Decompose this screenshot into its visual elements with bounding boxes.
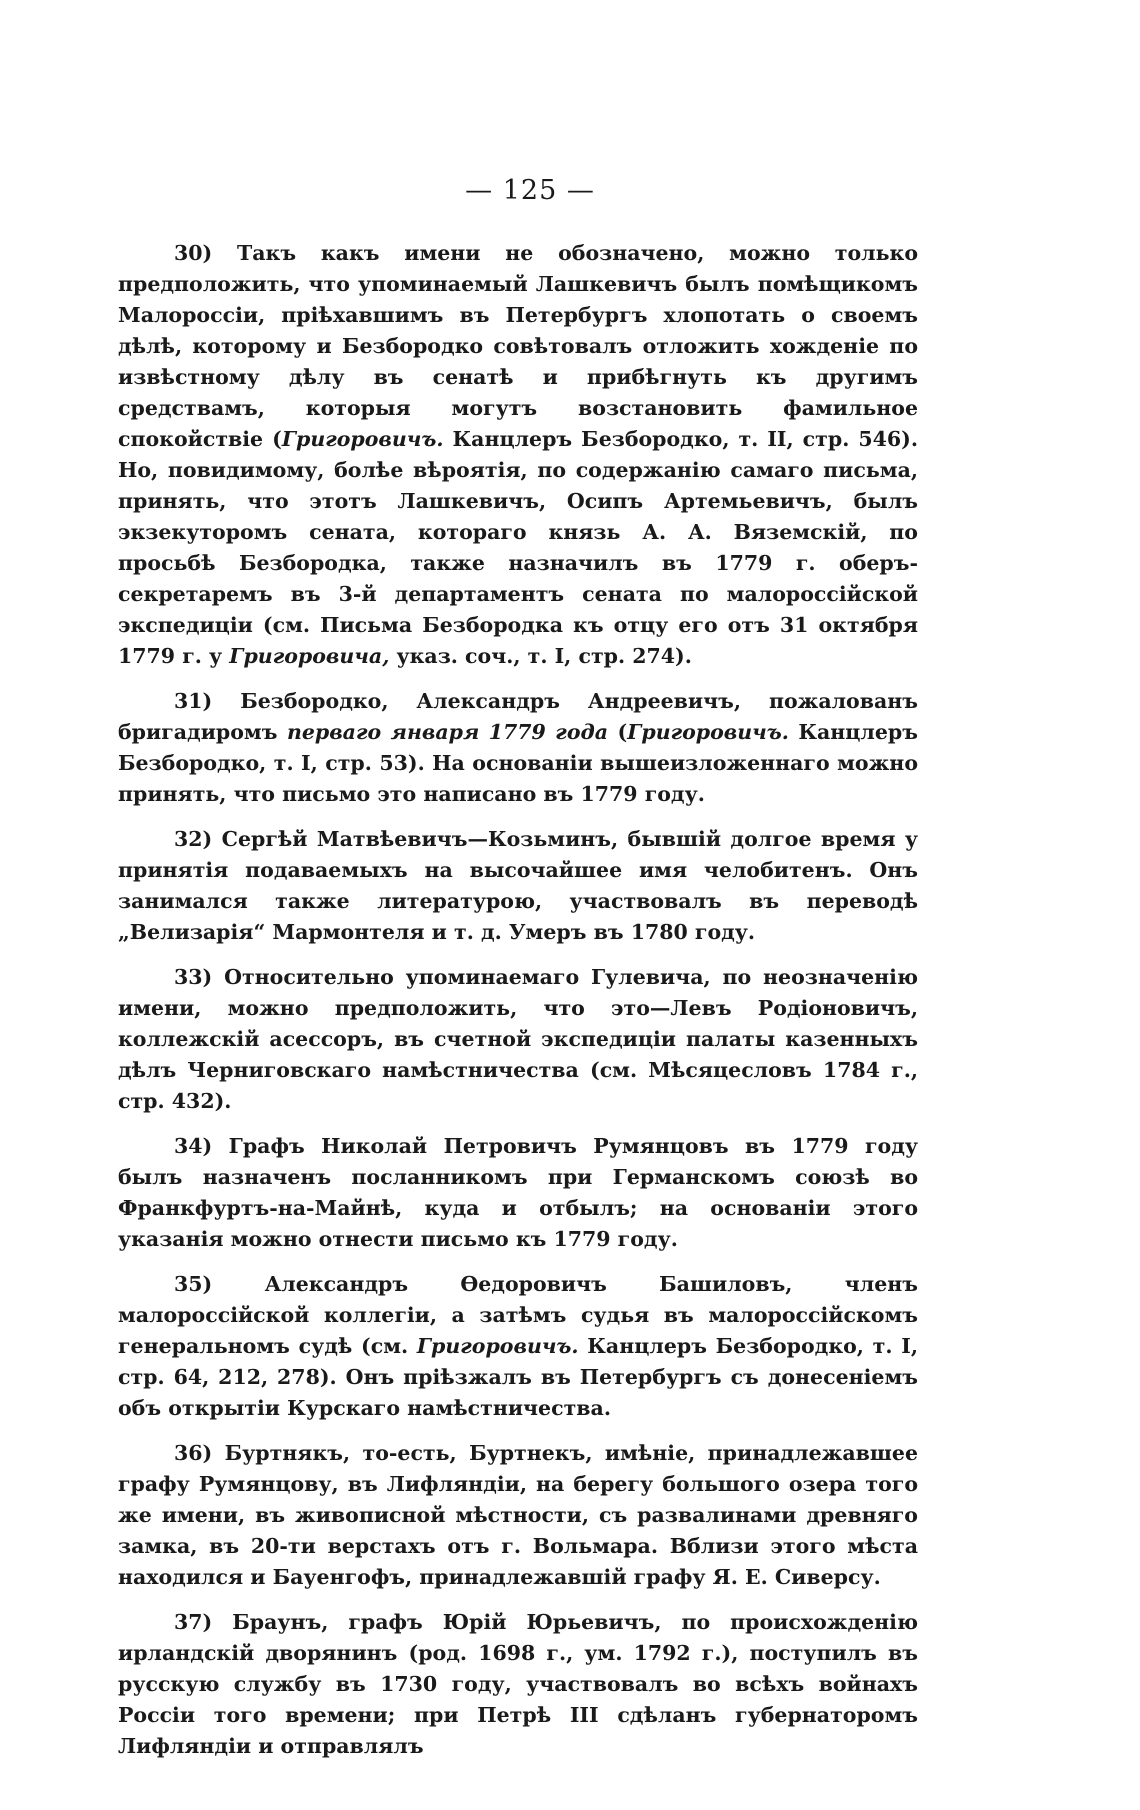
footnote-number: 36)	[174, 1441, 213, 1465]
footnote-italic-text: Григоровичъ.	[627, 720, 789, 744]
footnote-text: Канцлеръ Безбородко, т. I, стр. 64, 212, 278). Онъ пріѣзжалъ въ Петербургъ съ донесеніемъ объ открытіи Курскаго намѣстничества.	[118, 1334, 918, 1420]
footnote-italic-text: Григоровичъ.	[416, 1334, 579, 1358]
footnote-number: 33)	[174, 965, 213, 989]
footnote	[118, 686, 918, 810]
footnote-text: Относительно упоминаемаго Гулевича, по неозначенію имени, можно предположить, что это—Левъ Родіоновичъ, коллежскій асессоръ, въ счетной экспедиціи палаты казенныхъ дѣлъ Черниговскаго намѣстничества (см. Мѣсяцесловъ 1784 г., стр. 432).	[118, 965, 918, 1113]
footnote-text: Браунъ, графъ Юрій Юрьевичъ, по происхожденію ирландскій дворянинъ (род. 1698 г., ум. 1792 г.), поступилъ въ русскую службу въ 1730 году, участвовалъ во всѣхъ войнахъ Россіи того времени; при Петрѣ III сдѣланъ губернаторомъ Лифляндіи и отправлялъ	[118, 1610, 918, 1758]
footnote-text: Такъ какъ имени не обозначено, можно только предположить, что упоминаемый Лашкевичъ былъ помѣщикомъ Малороссіи, пріѣхавшимъ въ Петербургъ хлопотать о своемъ дѣлѣ, которому и Безбородко совѣтовалъ отложить хожденіе по извѣстному дѣлу въ сенатѣ и прибѣгнуть къ другимъ средствамъ, которыя могутъ возстановить фамильное спокойствіе (	[118, 241, 918, 451]
footnote-text: Канцлеръ Безбородко, т. I, стр. 53). На основаніи вышеизложеннаго можно принять, что письмо это написано въ 1779 году.	[118, 720, 918, 806]
footnote-number: 35)	[174, 1272, 213, 1296]
footnote-number: 30)	[174, 241, 213, 265]
footnote-number: 32)	[174, 827, 213, 851]
footnote-text: Александръ Ѳедоровичъ Башиловъ, членъ малороссійской коллегіи, а затѣмъ судья въ малороссійскомъ генеральномъ судѣ (см.	[118, 1272, 918, 1358]
footnote	[118, 1131, 918, 1255]
footnote-text: Графъ Николай Петровичъ Румянцовъ въ 1779 году былъ назначенъ посланникомъ при Германскомъ союзѣ во Франкфуртъ-на-Майнѣ, куда и отбылъ; на основаніи этого указанія можно отнести письмо къ 1779 году.	[118, 1134, 918, 1251]
footnote-italic-text: перваго января 1779 года	[286, 720, 609, 744]
footnote-text: указ. соч., т. I, стр. 274).	[389, 644, 692, 668]
footnote-text: Буртнякъ, то-есть, Буртнекъ, имѣніе, принадлежавшее графу Румянцову, въ Лифляндіи, на берегу большого озера того же имени, въ живописной мѣстности, съ развалинами древняго замка, въ 20-ти верстахъ отъ г. Вольмара. Вблизи этого мѣста находился и Бауенгофъ, принадлежавшій графу Я. Е. Сиверсу.	[118, 1441, 918, 1589]
footnote	[118, 1438, 918, 1593]
footnote-text: (	[608, 720, 628, 744]
footnote-text: Безбородко, Александръ Андреевичъ, пожалованъ бригадиромъ	[118, 689, 918, 744]
footnote-number: 31)	[174, 689, 213, 713]
footnote-text: Канцлеръ Безбородко, т. II, стр. 546). Но, повидимому, болѣе вѣроятія, по содержанію самаго письма, принять, что этотъ Лашкевичъ, Осипъ Артемьевичъ, былъ экзекуторомъ сената, котораго князь А. А. Вяземскій, по просьбѣ Безбородка, также назначилъ въ 1779 г. оберъ-секретаремъ въ 3-й департаментъ сената по малороссійской экспедиціи (см. Письма Безбородка къ отцу его отъ 31 октября 1779 г. у	[118, 427, 918, 668]
footnotes-list	[118, 238, 918, 1776]
footnote	[118, 1607, 918, 1762]
page-number: — 125 —	[465, 175, 595, 206]
footnote-number: 37)	[174, 1610, 213, 1634]
footnote	[118, 238, 918, 672]
footnote	[118, 824, 918, 948]
footnote-number: 34)	[174, 1134, 213, 1158]
footnote	[118, 962, 918, 1117]
footnote-italic-text: Григоровича,	[229, 644, 390, 668]
footnote-italic-text: Григоровичъ.	[281, 427, 444, 451]
footnote-text: Сергѣй Матвѣевичъ—Козьминъ, бывшій долгое время у принятія подаваемыхъ на высочайшее имя челобитенъ. Онъ занимался также литературою, участвовалъ въ переводѣ „Велизарія“ Мармонтеля и т. д. Умеръ въ 1780 году.	[118, 827, 918, 944]
footnote	[118, 1269, 918, 1424]
